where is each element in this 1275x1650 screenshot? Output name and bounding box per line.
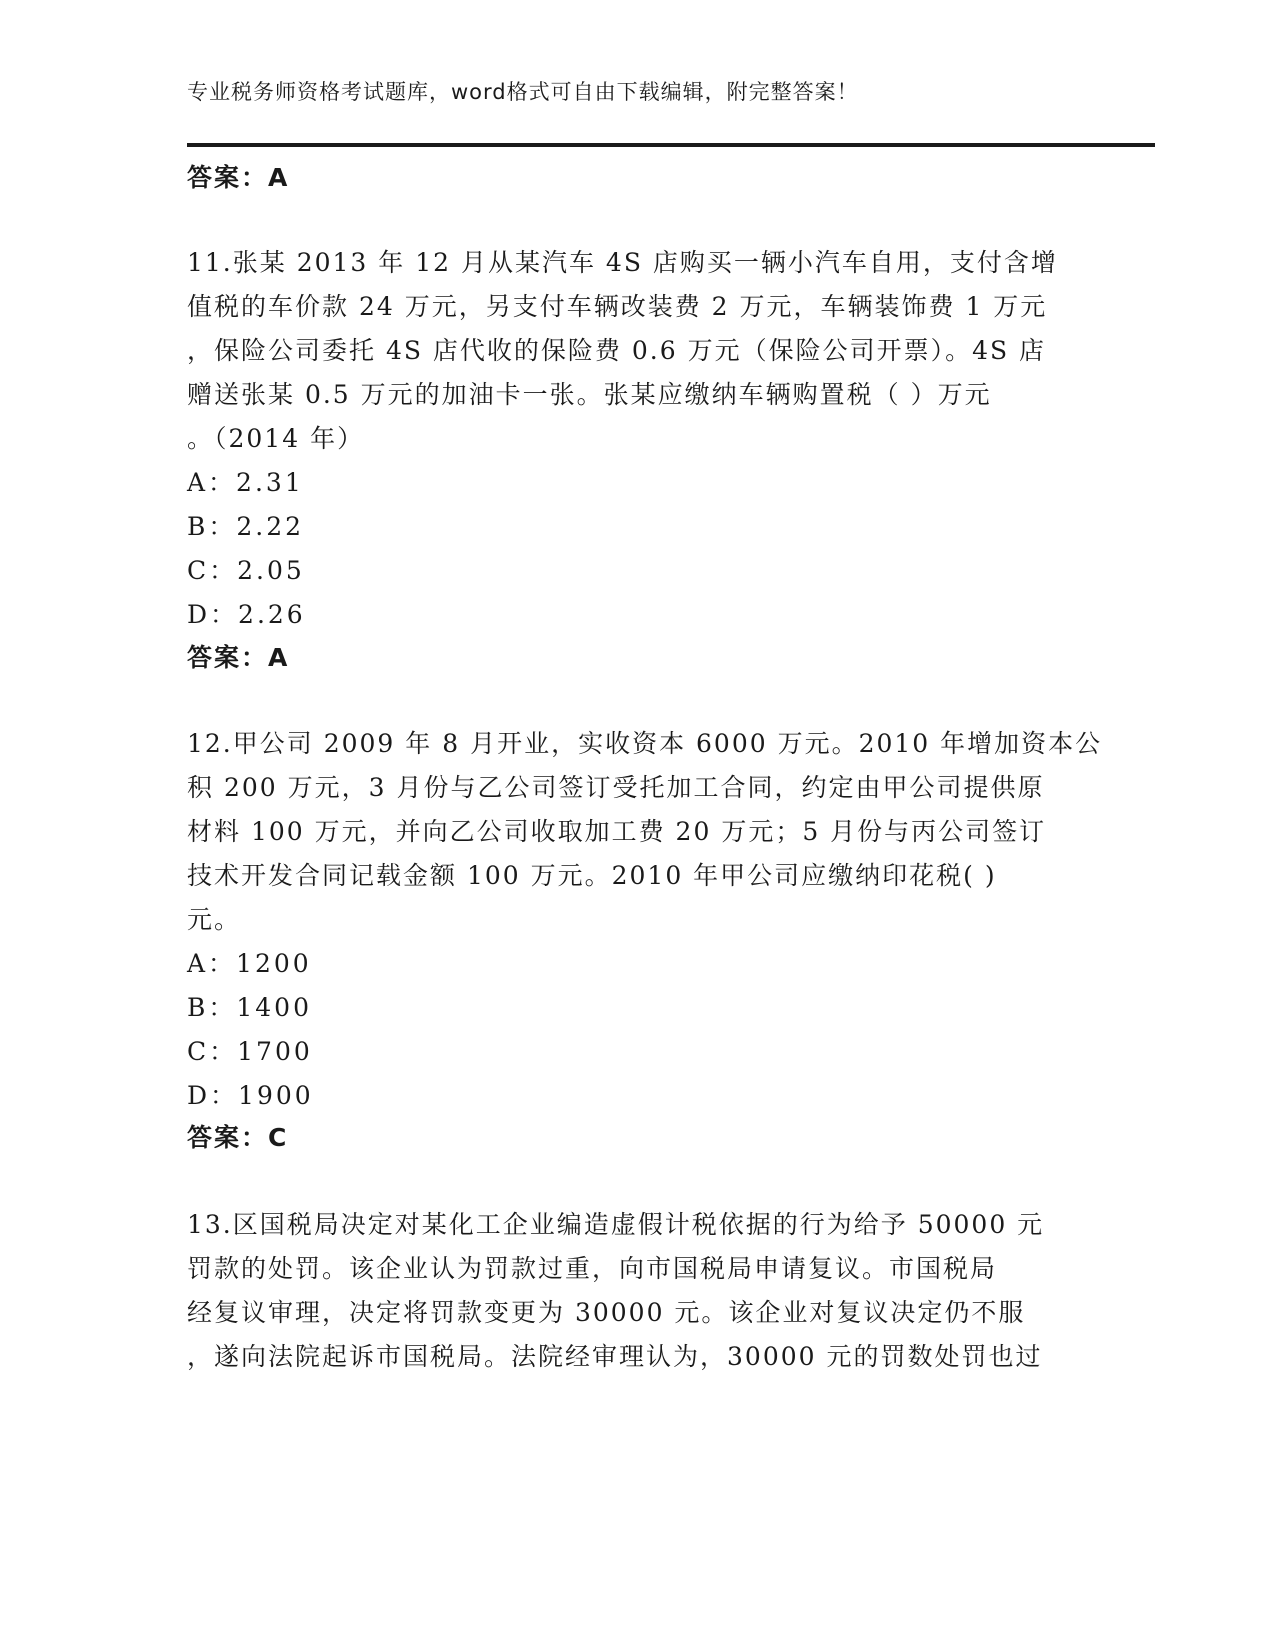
q13-text-line-2: 罚款的处罚。该企业认为罚款过重，向市国税局申请复议。市国税局 <box>187 1254 998 1283</box>
page-header: 专业税务师资格考试题库，word格式可自由下载编辑，附完整答案！ <box>187 80 859 104</box>
q11-option-c: C：2.05 <box>187 556 305 585</box>
q13-text-line-4: ，遂向法院起诉市国税局。法院经审理认为，30000 元的罚数处罚也过 <box>187 1342 1043 1371</box>
q13-text-line-1: 13.区国税局决定对某化工企业编造虚假计税依据的行为给予 50000 元 <box>187 1210 1045 1239</box>
q12-text-line-4: 技术开发合同记载金额 100 万元。2010 年甲公司应缴纳印花税( ) <box>187 861 997 890</box>
q11-option-d: D：2.26 <box>187 600 306 629</box>
q11-option-b: B：2.22 <box>187 512 305 541</box>
q12-option-a: A：1200 <box>187 949 312 978</box>
answer-previous: 答案：A <box>187 163 290 192</box>
q11-text-line-4: 赠送张某 0.5 万元的加油卡一张。张某应缴纳车辆购置税（ ）万元 <box>187 380 992 409</box>
q12-answer: 答案：C <box>187 1123 289 1152</box>
q11-option-a: A：2.31 <box>187 468 304 497</box>
q12-text-line-1: 12.甲公司 2009 年 8 月开业，实收资本 6000 万元。2010 年增加资本公 <box>187 729 1103 758</box>
q12-text-line-2: 积 200 万元，3 月份与乙公司签订受托加工合同，约定由甲公司提供原 <box>187 773 1045 802</box>
q12-text-line-5: 元。 <box>187 905 242 934</box>
q12-option-b: B：1400 <box>187 993 312 1022</box>
q11-text-line-5: 。（2014 年） <box>187 424 365 453</box>
q13-text-line-3: 经复议审理，决定将罚款变更为 30000 元。该企业对复议决定仍不服 <box>187 1298 1026 1327</box>
q12-option-c: C：1700 <box>187 1037 313 1066</box>
q11-answer: 答案：A <box>187 643 290 672</box>
header-divider <box>187 143 1155 147</box>
q12-option-d: D：1900 <box>187 1081 314 1110</box>
q11-text-line-2: 值税的车价款 24 万元，另支付车辆改装费 2 万元，车辆装饰费 1 万元 <box>187 292 1048 321</box>
q12-text-line-3: 材料 100 万元，并向乙公司收取加工费 20 万元；5 月份与丙公司签订 <box>187 817 1047 846</box>
q11-text-line-3: ，保险公司委托 4S 店代收的保险费 0.6 万元（保险公司开票）。4S 店 <box>187 336 1047 365</box>
q11-text-line-1: 11.张某 2013 年 12 月从某汽车 4S 店购买一辆小汽车自用，支付含增 <box>187 248 1058 277</box>
